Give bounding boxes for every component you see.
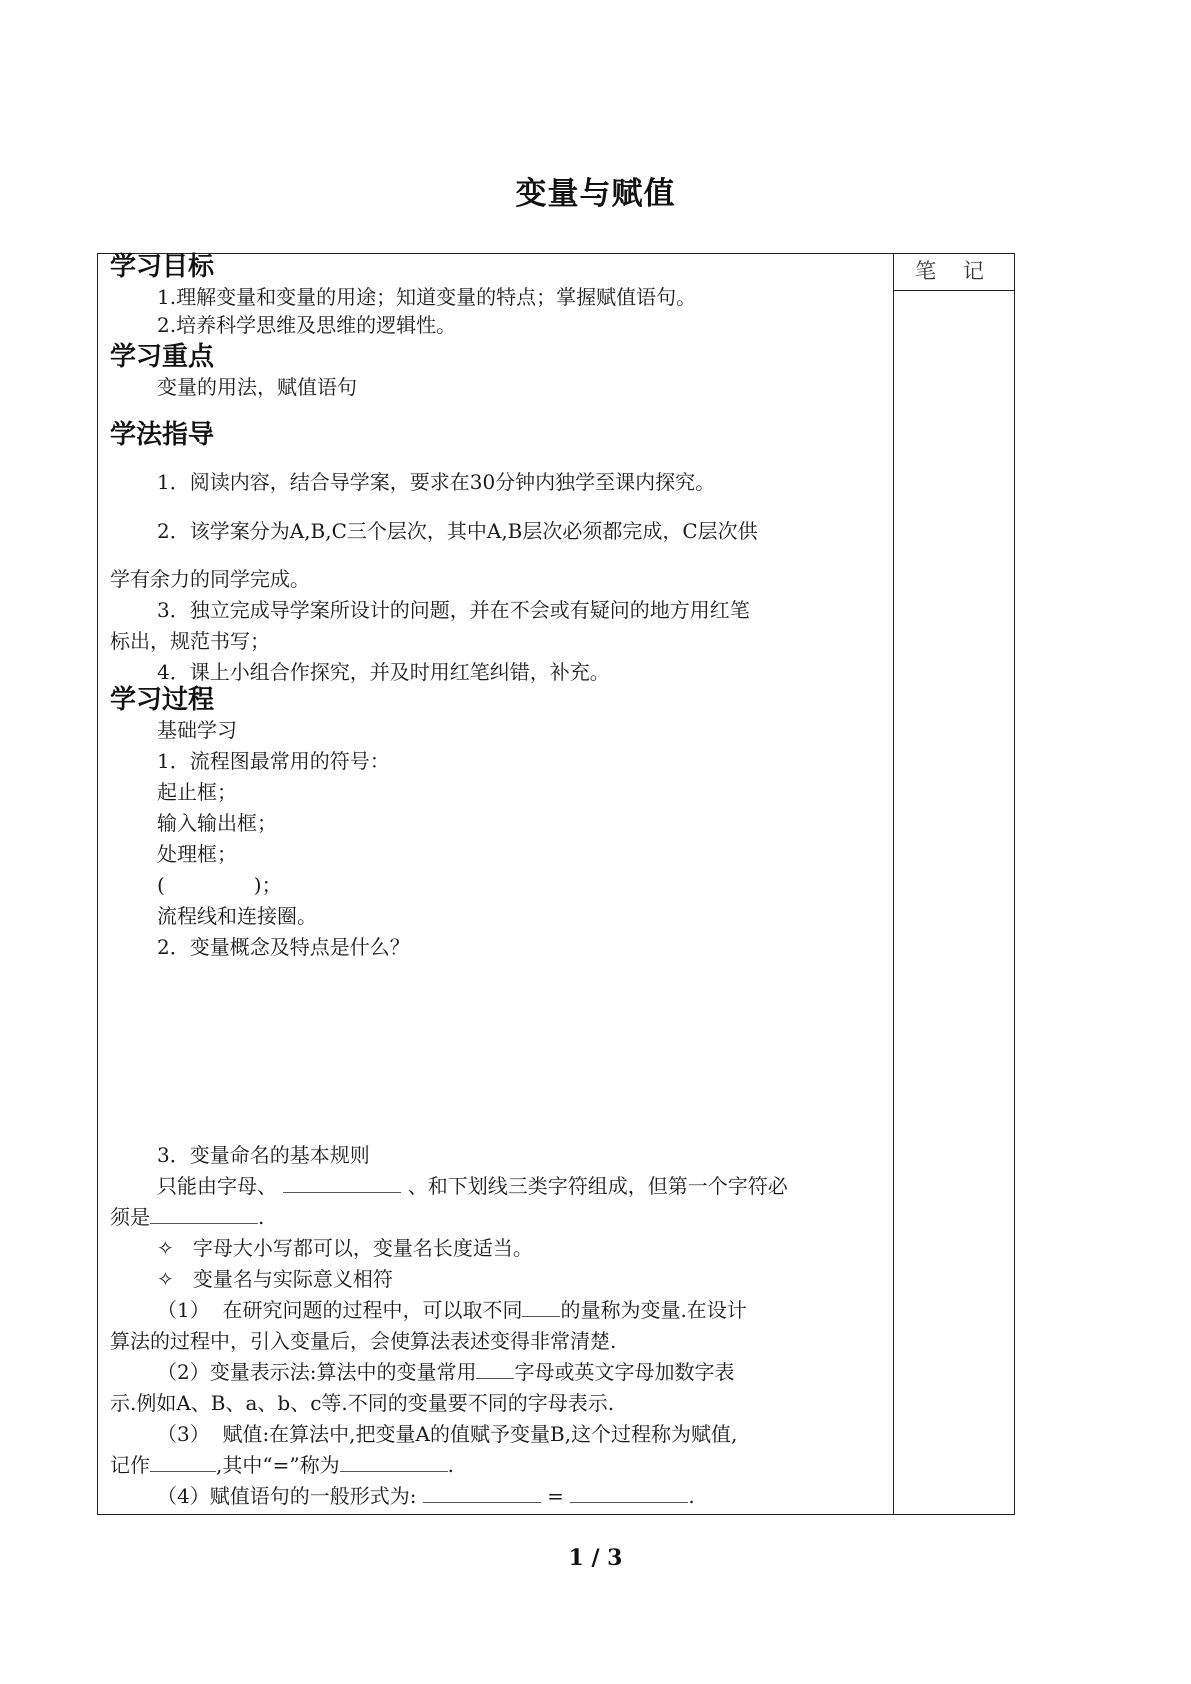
flowchart-symbol-blank-item: ( )； <box>157 873 282 897</box>
question-3: 3．变量命名的基本规则 <box>157 1143 370 1167</box>
naming-rule-text: 、和下划线三类字符组成，但第一个字符必 <box>407 1174 788 1198</box>
paragraph-2-continued: 示.例如A、B、a、b、c等.不同的变量要不同的字母表示. <box>110 1391 615 1415</box>
bullet-item <box>157 1266 393 1292</box>
flowchart-symbol-item: 处理框； <box>157 842 237 866</box>
fill-blank[interactable] <box>476 1360 514 1379</box>
fill-blank[interactable] <box>283 1174 401 1193</box>
question-1: 1．流程图最常用的符号： <box>157 749 390 773</box>
process-subheading: 基础学习 <box>157 718 237 742</box>
goal-item: 2.培养科学思维及思维的逻辑性。 <box>157 313 457 337</box>
flowchart-symbol-item: 流程线和连接圈。 <box>157 904 317 928</box>
worksheet-table <box>97 253 1015 1515</box>
question-2: 2．变量概念及特点是什么？ <box>157 935 410 959</box>
naming-rule-text: . <box>258 1205 265 1229</box>
paragraph-text: （1） 在研究问题的过程中，可以取不同 <box>157 1298 523 1322</box>
method-item: 1．阅读内容，结合导学案，要求在30分钟内独学至课内探究。 <box>157 470 716 494</box>
fill-blank[interactable] <box>522 1298 560 1317</box>
document-title: 变量与赋值 <box>515 176 676 212</box>
goal-item: 1.理解变量和变量的用途；知道变量的特点；掌握赋值语句。 <box>157 285 697 309</box>
fill-blank[interactable] <box>150 1205 258 1224</box>
section-heading-goals: 学习目标 <box>110 252 215 282</box>
page-number: 1 / 3 <box>568 1545 623 1571</box>
paragraph-3-continued <box>110 1452 454 1478</box>
paragraph-text: = <box>540 1484 571 1508</box>
paragraph-2 <box>157 1359 734 1385</box>
notes-column-divider <box>893 254 894 1514</box>
fill-blank[interactable] <box>150 1453 216 1472</box>
diamond-bullet-icon: ✧ <box>157 1267 174 1291</box>
paragraph-text: 的量称为变量.在设计 <box>560 1298 747 1322</box>
paragraph-text: 字母或英文字母加数字表 <box>514 1360 735 1384</box>
paragraph-4 <box>157 1483 695 1509</box>
bullet-text: 变量名与实际意义相符 <box>192 1267 393 1291</box>
paragraph-1 <box>157 1297 747 1323</box>
paragraph-text: （4）赋值语句的一般形式为: <box>157 1484 423 1508</box>
naming-rule-text: 只能由字母、 <box>157 1174 277 1198</box>
diamond-bullet-icon: ✧ <box>157 1236 174 1260</box>
flowchart-symbol-item: 起止框； <box>157 780 237 804</box>
paragraph-text: ,其中“=”称为 <box>216 1453 340 1477</box>
section-heading-key-points: 学习重点 <box>110 342 215 372</box>
naming-rule-line <box>157 1173 788 1199</box>
bullet-text: 字母大小写都可以，变量名长度适当。 <box>192 1236 533 1260</box>
notes-header: 笔 记 <box>894 254 1015 291</box>
paragraph-text: （2）变量表示法:算法中的变量常用 <box>157 1360 477 1384</box>
paragraph-text: 记作 <box>110 1453 150 1477</box>
method-item: 4．课上小组合作探究，并及时用红笔纠错，补充。 <box>157 660 610 684</box>
method-item-continued: 标出，规范书写； <box>110 629 270 653</box>
method-item: 2．该学案分为A,B,C三个层次，其中A,B层次必须都完成，C层次供 <box>157 519 758 543</box>
section-heading-method: 学法指导 <box>110 420 215 450</box>
paragraph-text: . <box>688 1484 695 1508</box>
paragraph-1-continued: 算法的过程中，引入变量后，会使算法表述变得非常清楚. <box>110 1329 617 1353</box>
paragraph-3: （3） 赋值:在算法中,把变量A的值赋予变量B,这个过程称为赋值, <box>157 1422 738 1446</box>
naming-rule-line-continued <box>110 1204 264 1230</box>
method-item-continued: 学有余力的同学完成。 <box>110 567 310 591</box>
fill-blank[interactable] <box>340 1453 448 1472</box>
fill-blank[interactable] <box>570 1484 688 1503</box>
section-heading-process: 学习过程 <box>110 685 215 715</box>
naming-rule-text: 须是 <box>110 1205 150 1229</box>
key-points-text: 变量的用法，赋值语句 <box>157 375 357 399</box>
paragraph-text: . <box>447 1453 454 1477</box>
method-item: 3．独立完成导学案所设计的问题，并在不会或有疑问的地方用红笔 <box>157 598 750 622</box>
flowchart-symbol-item: 输入输出框； <box>157 811 277 835</box>
bullet-item <box>157 1235 533 1261</box>
fill-blank[interactable] <box>423 1484 541 1503</box>
